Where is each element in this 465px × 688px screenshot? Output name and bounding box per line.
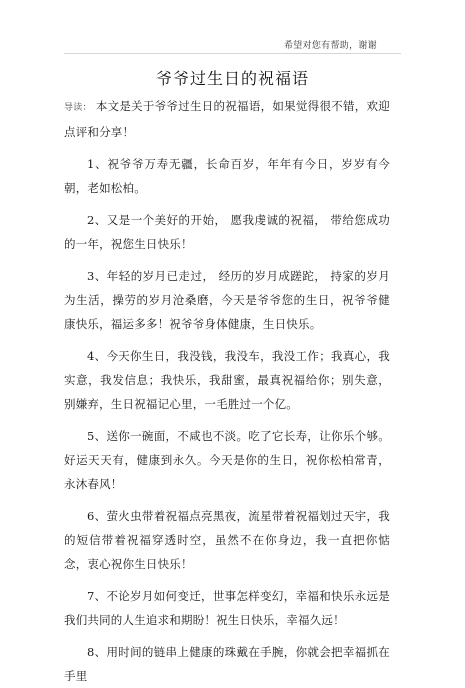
wish-paragraph-4: 4、今天你生日，我没钱，我没车，我没工作；我真心，我实意，我发信息；我快乐，我甜蜜，最真祝福给你；别失意，别嫌弃，生日祝福记心里，一毛胜过一个亿。 <box>64 349 390 411</box>
wish-paragraph-7: 7、不论岁月如何变迁，世事怎样变幻，幸福和快乐永远是我们共同的人生追求和期盼！祝生日快乐，幸福久远！ <box>64 589 390 627</box>
header-divider <box>64 53 401 54</box>
intro-label: 导读： <box>64 103 92 113</box>
intro-text: 本文是关于爷爷过生日的祝福语，如果觉得很不错，欢迎点评和分享！ <box>64 99 390 139</box>
wish-paragraph-8: 8、用时间的链串上健康的珠戴在手腕，你就会把幸福抓在手里 <box>64 645 390 683</box>
wish-paragraph-6: 6、萤火虫带着祝福点亮黑夜，流星带着祝福划过天宇，我的短信带着祝福穿透时空，虽然不在你身边，我一直把你惦念，衷心祝你生日快乐！ <box>64 509 390 571</box>
wish-paragraph-3: 3、年轻的岁月已走过， 经历的岁月成蹉跎， 持家的岁月为生活，操劳的岁月沧桑磨，今天是爷爷您的生日，祝爷爷健康快乐，福运多多！祝爷爷身体健康，生日快乐。 <box>64 269 390 331</box>
intro-paragraph <box>64 94 390 144</box>
document-body <box>64 94 390 688</box>
wish-paragraph-2: 2、又是一个美好的开始， 愿我虔诚的祝福， 带给您成功的一年，祝您生日快乐！ <box>64 213 390 251</box>
wish-paragraph-5: 5、送你一碗面，不咸也不淡。吃了它长寿，让你乐个够。好运天天有，健康到永久。今天是你的生日，祝你松柏常青，永沐春风！ <box>64 429 390 491</box>
header-note: 希望对您有帮助，谢谢 <box>283 41 377 51</box>
wish-paragraph-1: 1、祝爷爷万寿无疆，长命百岁，年年有今日，岁岁有今朝，老如松柏。 <box>64 157 390 195</box>
page-title: 爷爷过生日的祝福语 <box>155 69 309 88</box>
